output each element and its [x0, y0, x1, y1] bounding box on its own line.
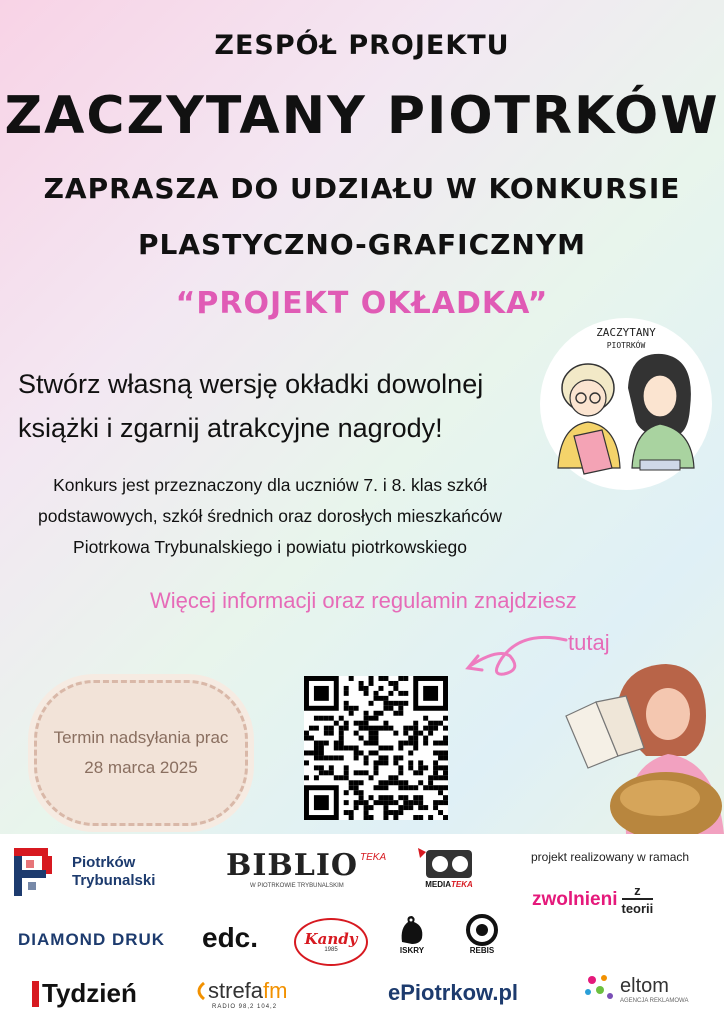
zwolnieni-teorii: teorii	[622, 898, 654, 916]
description-line1: Konkurs jest przeznaczony dla uczniów 7. i 8. klas szkół	[53, 475, 487, 495]
reading-kids-illustration	[540, 318, 712, 490]
more-info-text: Więcej informacji oraz regulamin znajdziesz	[150, 588, 577, 613]
lead-text	[18, 362, 538, 450]
mediateka-name: MEDIA	[425, 880, 451, 889]
eltom-dots-icon	[582, 972, 616, 1006]
header-line1: ZESPÓŁ PROJEKTU	[214, 30, 510, 61]
biblioteka-sub: W PIOTRKOWIE TRYBUNALSKIM	[250, 883, 344, 889]
piotrkow-line1: Piotrków	[72, 854, 136, 871]
logo-strefa-fm[interactable]	[192, 978, 287, 1010]
epiotrkow-e: e	[388, 980, 401, 1005]
kandy-year: 1985	[324, 947, 338, 953]
lead-line2: książki i zgarnij atrakcyjne nagrody!	[18, 413, 443, 443]
mediateka-film-icon	[416, 846, 482, 880]
logo-epiotrkow[interactable]	[388, 980, 518, 1006]
more-info-link[interactable]: tutaj	[568, 630, 610, 655]
deadline-date: 28 marca 2025	[84, 758, 198, 777]
badge-line2: PIOTRKÓW	[606, 341, 646, 350]
logo-zwolnieni-z-teorii[interactable]	[532, 884, 653, 916]
description-line2: podstawowych, szkół średnich oraz dorosłych mieszkańców	[38, 506, 502, 526]
tydzien-bar-icon	[32, 981, 39, 1007]
rooster-icon	[396, 912, 428, 946]
logo-mediateka[interactable]	[416, 846, 482, 889]
eltom-name: eltom	[620, 974, 669, 997]
description-line3: Piotrkowa Trybunalskiego i powiatu piotrkowskiego	[73, 537, 467, 557]
header-line3: ZAPRASZA DO UDZIAŁU W KONKURSIE	[43, 172, 681, 205]
rebis-eye-icon	[460, 914, 504, 946]
epiotrkow-rest: Piotrkow.pl	[400, 980, 518, 1005]
logo-iskry[interactable]	[396, 912, 428, 955]
strefa-name: strefa	[208, 978, 264, 1003]
logo-rebis[interactable]	[460, 914, 504, 955]
logo-kandy[interactable]	[294, 918, 368, 966]
badge-line1: ZACZYTANY	[596, 326, 656, 339]
logo-piotrkow-trybunalski[interactable]	[12, 846, 155, 898]
piotrkow-p-icon	[12, 846, 62, 898]
iskry-name: ISKRY	[399, 946, 425, 955]
mediateka-suffix: TEKA	[451, 880, 473, 889]
header-line4: PLASTYCZNO-GRAFICZNYM	[138, 228, 586, 261]
deadline-badge	[34, 680, 248, 826]
biblioteka-name: BIBLIO	[226, 848, 359, 883]
lead-line1: Stwórz własną wersję okładki dowolnej	[18, 369, 484, 399]
sponsors-footer	[0, 834, 724, 1024]
qr-code[interactable]	[304, 676, 448, 820]
project-note: projekt realizowany w ramach	[531, 850, 690, 864]
logo-edc[interactable]: edc.	[202, 922, 259, 953]
piotrkow-line2: Trybunalski	[72, 872, 156, 889]
biblioteka-suffix: TEKA	[360, 852, 387, 863]
deadline-label: Termin nadsyłania prac	[53, 728, 229, 747]
girl-reading-illustration	[556, 636, 724, 834]
contest-name: “PROJEKT OKŁADKA”	[175, 286, 549, 321]
contest-description	[0, 470, 540, 563]
logo-eltom[interactable]	[582, 972, 688, 1006]
logo-diamond-druk[interactable]: DIAMOND DRUK	[18, 930, 166, 949]
eltom-sub: AGENCJA REKLAMOWA	[620, 997, 689, 1004]
strefa-sub: RADIO 98,2 104,2	[212, 1004, 278, 1010]
logo-biblioteka[interactable]	[226, 848, 386, 889]
logo-tydzien[interactable]	[32, 978, 137, 1009]
zwolnieni-main: zwolnieni	[532, 889, 618, 910]
tydzien-name: Tydzień	[42, 978, 137, 1008]
strefa-fm: fm	[263, 978, 288, 1003]
header-title: ZACZYTANY PIOTRKÓW	[4, 86, 720, 146]
rebis-name: REBIS	[469, 946, 495, 955]
kandy-name: Kandy	[304, 930, 358, 948]
radio-wave-icon	[192, 981, 208, 1001]
zwolnieni-z: z	[634, 883, 641, 898]
